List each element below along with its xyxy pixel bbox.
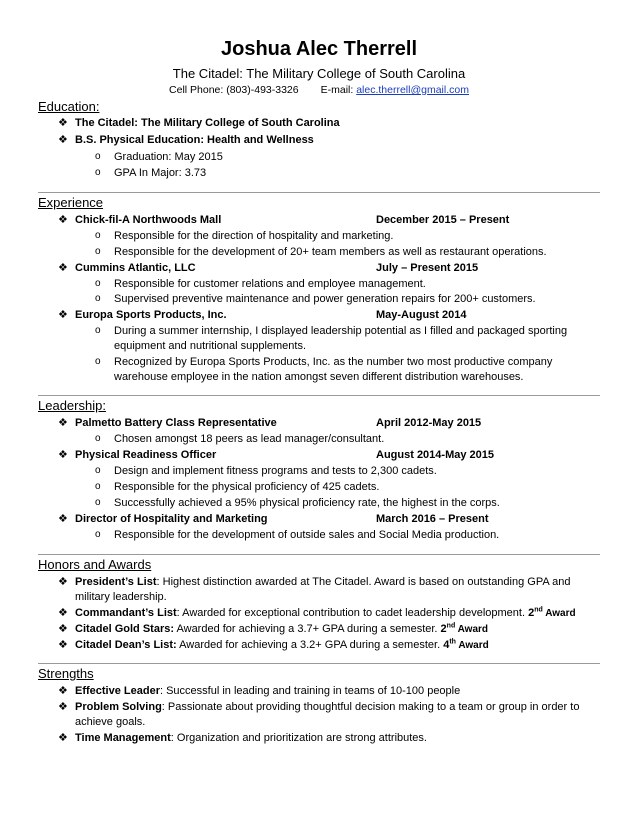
diamond-bullet-icon: ❖ <box>58 623 68 635</box>
contact-line <box>0 84 638 96</box>
circle-bullet-icon: o <box>95 433 101 444</box>
section-divider <box>38 192 600 193</box>
circle-bullet-icon: o <box>95 497 101 508</box>
honor-item-continued: military leadership. <box>75 591 167 603</box>
section-divider <box>38 663 600 664</box>
diamond-bullet-icon: ❖ <box>58 513 68 525</box>
section-divider <box>38 554 600 555</box>
honor-text: : Awarded for exceptional contribution to cadet leadership development. <box>176 607 529 619</box>
leadership-bullet: Responsible for the physical proficiency of 425 cadets. <box>114 481 380 493</box>
diamond-bullet-icon: ❖ <box>58 134 68 146</box>
honor-item <box>75 638 489 653</box>
leadership-heading: Leadership: <box>38 398 106 413</box>
diamond-bullet-icon: ❖ <box>58 732 68 744</box>
circle-bullet-icon: o <box>95 465 101 476</box>
job-bullet-continued: warehouse employee in the nation amongst seven different distribution warehouses. <box>114 371 524 383</box>
award-word: Award <box>455 640 489 651</box>
job-bullet-continued: equipment and nutritional supplements. <box>114 340 307 352</box>
job-bullet: Recognized by Europa Sports Products, Inc. as the number two most productive company <box>114 356 553 368</box>
leadership-role: Director of Hospitality and Marketing <box>75 513 268 525</box>
diamond-bullet-icon: ❖ <box>58 607 68 619</box>
diamond-bullet-icon: ❖ <box>58 417 68 429</box>
award-rank-suffix: nd <box>534 606 543 614</box>
education-heading: Education: <box>38 99 100 114</box>
award-rank-suffix: nd <box>446 622 456 630</box>
job-bullet: Responsible for customer relations and employee management. <box>114 278 426 290</box>
graduation-date: Graduation: May 2015 <box>114 151 223 163</box>
award-word: Award <box>455 624 489 635</box>
circle-bullet-icon: o <box>95 325 101 336</box>
circle-bullet-icon: o <box>95 293 101 304</box>
strength-text: : Passionate about providing thoughtful decision making to a team or group in order to <box>161 701 580 713</box>
award-rank: 2 <box>528 607 535 619</box>
strength-label: Problem Solving <box>75 701 162 713</box>
job-date: July – Present 2015 <box>376 262 479 274</box>
strengths-heading: Strengths <box>38 666 94 681</box>
diamond-bullet-icon: ❖ <box>58 262 68 274</box>
diamond-bullet-icon: ❖ <box>58 449 68 461</box>
diamond-bullet-icon: ❖ <box>58 309 68 321</box>
leadership-date: March 2016 – Present <box>376 513 489 525</box>
strength-label: Time Management <box>75 732 171 744</box>
honor-label: President’s List <box>75 576 157 588</box>
award-word: Award <box>542 608 576 619</box>
job-org: Europa Sports Products, Inc. <box>75 309 227 321</box>
diamond-bullet-icon: ❖ <box>58 639 68 651</box>
job-org: Cummins Atlantic, LLC <box>75 262 196 274</box>
leadership-bullet: Responsible for the development of outside sales and Social Media production. <box>114 529 500 541</box>
strength-item <box>75 700 579 714</box>
gpa: GPA In Major: 3.73 <box>114 167 207 179</box>
honor-label: Citadel Dean’s List: <box>75 639 177 651</box>
leadership-role: Physical Readiness Officer <box>75 449 217 461</box>
email-label: E-mail: <box>320 84 354 96</box>
leadership-date: August 2014-May 2015 <box>376 449 494 461</box>
strength-item <box>75 731 427 745</box>
section-divider <box>38 395 600 396</box>
circle-bullet-icon: o <box>95 356 101 367</box>
job-bullet: Responsible for the direction of hospitality and marketing. <box>114 230 394 242</box>
job-date: May-August 2014 <box>376 309 467 321</box>
job-bullet: Supervised preventive maintenance and power generation repairs for 200+ customers. <box>114 293 536 305</box>
circle-bullet-icon: o <box>95 246 101 257</box>
circle-bullet-icon: o <box>95 167 101 178</box>
circle-bullet-icon: o <box>95 529 101 540</box>
honor-item <box>75 575 571 589</box>
job-bullet: During a summer internship, I displayed leadership potential as I filled and packaged sporting <box>114 325 568 337</box>
job-date: December 2015 – Present <box>376 214 510 226</box>
honor-item <box>75 622 488 637</box>
honors-heading: Honors and Awards <box>38 557 152 572</box>
award-rank: 2 <box>440 623 447 635</box>
circle-bullet-icon: o <box>95 151 101 162</box>
honor-text: Awarded for achieving a 3.2+ GPA during a semester. <box>176 639 444 651</box>
circle-bullet-icon: o <box>95 481 101 492</box>
job-org: Chick-fil-A Northwoods Mall <box>75 214 222 226</box>
honor-label: Citadel Gold Stars: <box>75 623 175 635</box>
diamond-bullet-icon: ❖ <box>58 117 68 129</box>
honor-item <box>75 606 576 621</box>
circle-bullet-icon: o <box>95 278 101 289</box>
honor-label: Commandant’s List <box>75 607 177 619</box>
diamond-bullet-icon: ❖ <box>58 214 68 226</box>
circle-bullet-icon: o <box>95 230 101 241</box>
diamond-bullet-icon: ❖ <box>58 701 68 713</box>
leadership-date: April 2012-May 2015 <box>376 417 482 429</box>
diamond-bullet-icon: ❖ <box>58 576 68 588</box>
school-line: The Citadel: The Military College of South Carolina <box>172 66 466 81</box>
strength-item-continued: achieve goals. <box>75 716 146 728</box>
leadership-bullet: Chosen amongst 18 peers as lead manager/consultant. <box>114 433 385 445</box>
job-bullet: Responsible for the development of 20+ team members as well as restaurant operations. <box>114 246 547 258</box>
education-degree: B.S. Physical Education: Health and Wellness <box>75 134 314 146</box>
leadership-role: Palmetto Battery Class Representative <box>75 417 277 429</box>
email-link[interactable]: alec.therrell@gmail.com <box>356 84 469 96</box>
resume-name: Joshua Alec Therrell <box>221 38 417 60</box>
diamond-bullet-icon: ❖ <box>58 685 68 697</box>
strength-text: : Organization and prioritization are strong attributes. <box>170 732 427 744</box>
leadership-bullet: Design and implement fitness programs and tests to 2,300 cadets. <box>114 465 437 477</box>
education-school: The Citadel: The Military College of South Carolina <box>75 117 340 129</box>
experience-heading: Experience <box>38 195 104 210</box>
phone: Cell Phone: (803)-493-3326 <box>169 84 299 96</box>
award-rank-suffix: th <box>449 638 456 646</box>
honor-text: : Highest distinction awarded at The Citadel. Award is based on outstanding GPA and <box>156 576 571 588</box>
strength-item <box>75 684 460 698</box>
leadership-bullet: Successfully achieved a 95% physical proficiency rate, the highest in the corps. <box>114 497 500 509</box>
honor-text: Awarded for achieving a 3.7+ GPA during a semester. <box>174 623 441 635</box>
strength-text: : Successful in leading and training in teams of 10-100 people <box>159 685 461 697</box>
award-rank: 4 <box>443 639 450 651</box>
strength-label: Effective Leader <box>75 685 160 697</box>
